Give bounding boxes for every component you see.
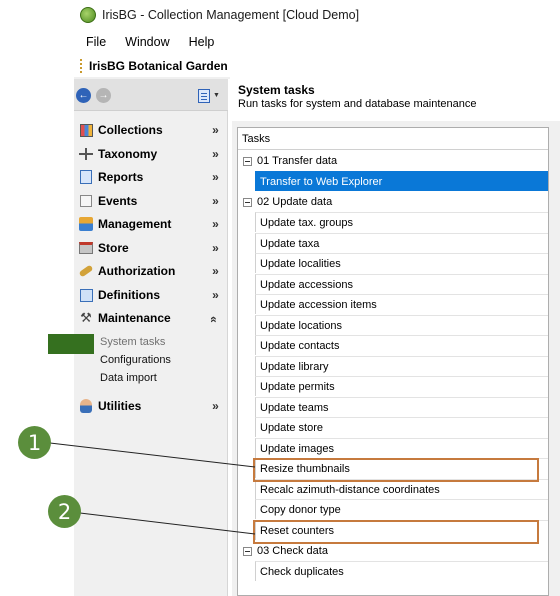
group-label: 02 Update data [257,196,333,208]
leader-line-2 [80,513,255,534]
back-arrow-icon[interactable]: ← [76,88,91,103]
chevron-down-icon[interactable]: » [212,399,216,413]
document-tab-label: IrisBG Botanical Garden [89,59,228,73]
page-subtitle: Run tasks for system and database maintenance [238,98,477,110]
task-row[interactable]: Update accessions [255,274,548,294]
task-row-reset-counters[interactable]: Reset counters [255,520,548,540]
sub-item-system-tasks[interactable]: System tasks [100,336,166,348]
tasks-column-header: Tasks [238,128,548,150]
group-label: 03 Check data [257,545,328,557]
nav-item-label: Reports [98,170,144,184]
nav-item-label: Store [98,241,129,255]
chevron-up-icon[interactable]: « [207,316,221,320]
menu-window[interactable]: Window [125,35,170,49]
menu-file[interactable]: File [86,35,107,49]
chevron-down-icon[interactable]: » [212,147,216,161]
task-row[interactable]: Update store [255,417,548,437]
task-row[interactable]: Transfer to Web Explorer [255,171,548,191]
nav-item-label: Utilities [98,399,142,413]
tools-icon: ⚒ [80,310,92,325]
chevron-down-icon[interactable]: » [212,288,216,302]
sub-item-data-import[interactable]: Data import [100,372,157,384]
forward-arrow-icon[interactable]: → [96,88,111,103]
callout-marker-2: 2 [48,495,81,528]
task-row[interactable]: Update library [255,356,548,376]
task-row[interactable]: Check duplicates [255,561,548,581]
chevron-down-icon[interactable]: » [212,170,216,184]
chevron-down-icon[interactable]: » [212,241,216,255]
leader-line-1 [50,443,255,467]
task-row[interactable]: Update teams [255,397,548,417]
nav-item-label: Definitions [98,288,160,302]
task-row[interactable]: Update permits [255,376,548,396]
task-row[interactable]: Update contacts [255,335,548,355]
chevron-down-icon[interactable]: » [212,217,216,231]
task-row[interactable]: Update localities [255,253,548,273]
chevron-down-icon[interactable]: » [212,123,216,137]
chevron-down-icon[interactable]: » [212,264,216,278]
page-title: System tasks [238,83,315,97]
pointer-arrow-icon [48,334,94,354]
nav-item-label: Collections [98,123,163,137]
callout-marker-1: 1 [18,426,51,459]
task-row[interactable]: Update taxa [255,233,548,253]
window-title: IrisBG - Collection Management [Cloud Demo] [102,8,360,22]
task-row[interactable]: Copy donor type [255,499,548,519]
task-row-resize-thumbnails[interactable]: Resize thumbnails [255,458,548,478]
nav-item-label: Maintenance [98,311,171,325]
menu-help[interactable]: Help [188,35,215,49]
group-label: 01 Transfer data [257,155,338,167]
task-row[interactable]: Update images [255,438,548,458]
task-row[interactable]: Recalc azimuth-distance coordinates [255,479,548,499]
task-row[interactable]: Update accession items [255,294,548,314]
nav-item-label: Authorization [98,264,176,278]
task-row[interactable]: Update tax. groups [255,212,548,232]
nav-item-label: Taxonomy [98,147,158,161]
nav-item-label: Management [98,217,172,231]
dropdown-arrow-icon: ▼ [213,92,220,99]
chevron-down-icon[interactable]: » [212,194,216,208]
sub-item-configurations[interactable]: Configurations [100,354,171,366]
task-row[interactable]: Update locations [255,315,548,335]
nav-item-label: Events [98,194,138,208]
